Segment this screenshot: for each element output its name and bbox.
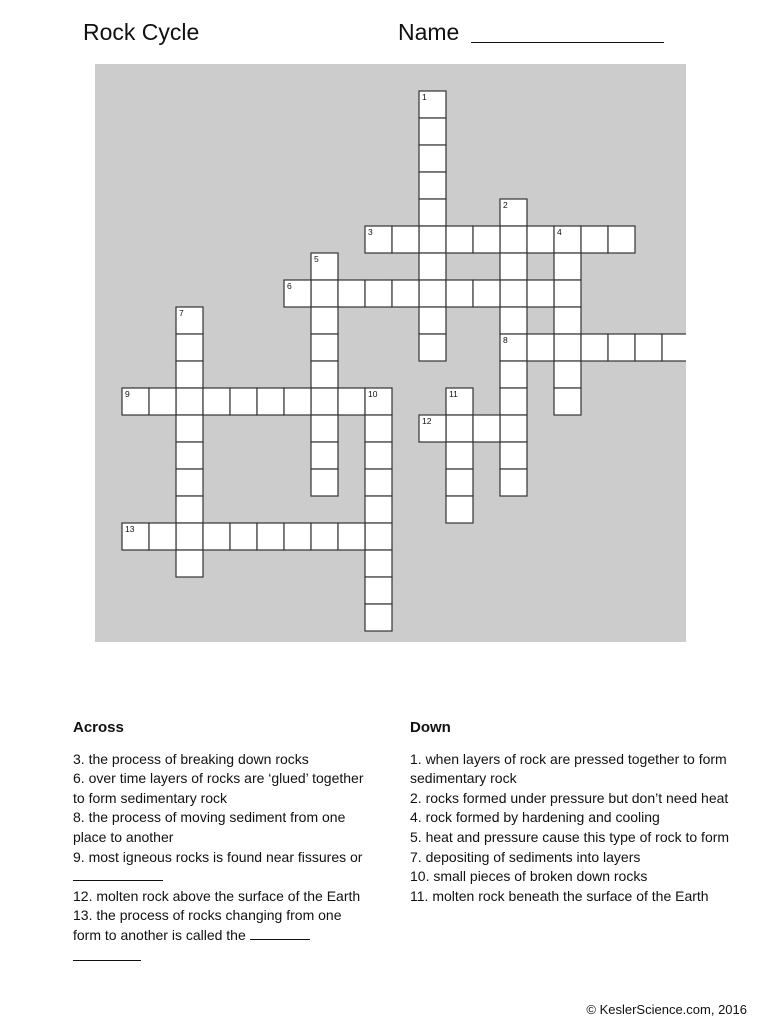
clue-number: 5 — [314, 254, 319, 264]
grid-cell[interactable] — [419, 226, 446, 253]
grid-cell[interactable] — [311, 280, 338, 307]
grid-cell[interactable] — [365, 523, 392, 550]
grid-cell[interactable] — [149, 388, 176, 415]
grid-cell[interactable] — [176, 442, 203, 469]
name-label: Name — [398, 19, 460, 45]
grid-cell[interactable] — [500, 388, 527, 415]
answer-blank — [73, 868, 163, 881]
grid-cell[interactable] — [473, 280, 500, 307]
down-clue-4: 4. rock formed by hardening and cooling — [410, 809, 660, 826]
clue-number: 3 — [368, 227, 373, 237]
grid-cell[interactable] — [473, 415, 500, 442]
grid-cell[interactable] — [311, 523, 338, 550]
grid-cell[interactable] — [527, 226, 554, 253]
name-blank-line — [471, 42, 664, 43]
grid-cell[interactable] — [419, 145, 446, 172]
grid-cell[interactable] — [311, 334, 338, 361]
grid-cell[interactable] — [365, 469, 392, 496]
grid-cell[interactable] — [203, 523, 230, 550]
grid-cell[interactable] — [500, 226, 527, 253]
across-clue-13 — [73, 906, 373, 960]
grid-cell[interactable] — [554, 307, 581, 334]
grid-cell[interactable] — [419, 199, 446, 226]
grid-cell[interactable] — [149, 523, 176, 550]
grid-cell[interactable] — [554, 253, 581, 280]
clue-number: 10 — [368, 389, 378, 399]
grid-cell[interactable] — [554, 280, 581, 307]
grid-cell[interactable] — [392, 280, 419, 307]
across-clue-13-text: 13. the process of rocks changing from one form to another is called the — [73, 907, 342, 943]
copyright-footer: © KeslerScience.com, 2016 — [586, 1002, 747, 1017]
grid-cell[interactable] — [419, 334, 446, 361]
grid-cell[interactable] — [365, 604, 392, 631]
across-clue-9-text: 9. most igneous rocks is found near fissures or — [73, 848, 363, 865]
grid-cell[interactable] — [446, 496, 473, 523]
grid-cell[interactable] — [176, 415, 203, 442]
grid-cell[interactable] — [500, 415, 527, 442]
grid-cell[interactable] — [419, 253, 446, 280]
grid-cell[interactable] — [500, 361, 527, 388]
grid-cell[interactable] — [419, 172, 446, 199]
grid-cell[interactable] — [176, 388, 203, 415]
grid-cell[interactable] — [311, 388, 338, 415]
clue-number: 13 — [125, 524, 135, 534]
grid-cell[interactable] — [500, 442, 527, 469]
across-clue-3: 3. the process of breaking down rocks — [73, 750, 309, 767]
clue-number: 6 — [287, 281, 292, 291]
grid-cell[interactable] — [176, 523, 203, 550]
down-clues — [410, 718, 730, 906]
crossword-svg — [95, 64, 686, 642]
grid-cell[interactable] — [500, 253, 527, 280]
grid-cell[interactable] — [230, 388, 257, 415]
grid-cell[interactable] — [365, 577, 392, 604]
down-heading: Down — [410, 719, 451, 736]
grid-cell[interactable] — [284, 388, 311, 415]
grid-cell[interactable] — [338, 388, 365, 415]
across-clue-8: 8. the process of moving sediment from one place to another — [73, 809, 346, 845]
grid-cell[interactable] — [635, 334, 662, 361]
across-clue-9 — [73, 848, 373, 887]
grid-cell[interactable] — [338, 280, 365, 307]
clue-number: 1 — [422, 92, 427, 102]
across-clues — [73, 718, 373, 961]
clue-number: 9 — [125, 389, 130, 399]
clue-number: 12 — [422, 416, 432, 426]
document-title: Rock Cycle — [83, 19, 200, 45]
down-clue-1: 1. when layers of rock are pressed together to form sedimentary rock — [410, 750, 727, 787]
grid-cell[interactable] — [365, 550, 392, 577]
clue-number: 2 — [503, 200, 508, 210]
grid-cell[interactable] — [311, 307, 338, 334]
clue-number: 4 — [557, 227, 562, 237]
grid-cell[interactable] — [446, 280, 473, 307]
down-clue-7: 7. depositing of sediments into layers — [410, 848, 641, 865]
grid-cell[interactable] — [365, 415, 392, 442]
grid-cell[interactable] — [446, 469, 473, 496]
answer-blank-continued — [73, 946, 141, 961]
down-clue-11: 11. molten rock beneath the surface of the Earth — [410, 887, 709, 904]
grid-cell[interactable] — [311, 469, 338, 496]
grid-cell[interactable] — [176, 469, 203, 496]
grid-cell[interactable] — [554, 388, 581, 415]
grid-cell[interactable] — [500, 280, 527, 307]
grid-cell[interactable] — [203, 388, 230, 415]
clue-number: 7 — [179, 308, 184, 318]
grid-cell[interactable] — [419, 307, 446, 334]
clue-number: 11 — [449, 389, 458, 399]
grid-cell[interactable] — [338, 523, 365, 550]
grid-cell[interactable] — [176, 334, 203, 361]
across-clue-12: 12. molten rock above the surface of the Earth — [73, 887, 361, 904]
down-clue-10: 10. small pieces of broken down rocks — [410, 868, 648, 885]
grid-cell[interactable] — [608, 334, 635, 361]
across-clue-6: 6. over time layers of rocks are ‘glued’ together to form sedimentary rock — [73, 770, 364, 806]
grid-cell[interactable] — [365, 442, 392, 469]
grid-cell[interactable] — [392, 226, 419, 253]
grid-cell[interactable] — [554, 334, 581, 361]
grid-cell[interactable] — [608, 226, 635, 253]
grid-cell[interactable] — [446, 226, 473, 253]
grid-cell[interactable] — [446, 442, 473, 469]
grid-cell[interactable] — [257, 523, 284, 550]
grid-cell[interactable] — [176, 496, 203, 523]
clue-number: 8 — [503, 335, 508, 345]
grid-cell[interactable] — [311, 442, 338, 469]
grid-cell[interactable] — [365, 496, 392, 523]
grid-cell[interactable] — [311, 361, 338, 388]
grid-cell[interactable] — [500, 469, 527, 496]
grid-cell[interactable] — [527, 280, 554, 307]
grid-cell[interactable] — [527, 334, 554, 361]
grid-cell[interactable] — [176, 550, 203, 577]
grid-cell[interactable] — [581, 226, 608, 253]
grid-cell[interactable] — [176, 361, 203, 388]
crossword-grid — [95, 64, 686, 642]
across-heading: Across — [73, 719, 124, 736]
grid-cell[interactable] — [419, 118, 446, 145]
grid-cell[interactable] — [446, 415, 473, 442]
grid-cell[interactable] — [473, 226, 500, 253]
grid-cell[interactable] — [284, 523, 311, 550]
grid-cell[interactable] — [230, 523, 257, 550]
grid-cell[interactable] — [257, 388, 284, 415]
down-clue-2: 2. rocks formed under pressure but don’t need heat — [410, 789, 729, 806]
answer-blank — [250, 927, 310, 940]
grid-cell[interactable] — [554, 361, 581, 388]
grid-cell[interactable] — [662, 334, 686, 361]
down-clue-5: 5. heat and pressure cause this type of rock to form — [410, 828, 730, 845]
grid-cell[interactable] — [311, 415, 338, 442]
grid-cell[interactable] — [419, 280, 446, 307]
grid-cell[interactable] — [365, 280, 392, 307]
grid-cell[interactable] — [500, 307, 527, 334]
grid-cell[interactable] — [581, 334, 608, 361]
